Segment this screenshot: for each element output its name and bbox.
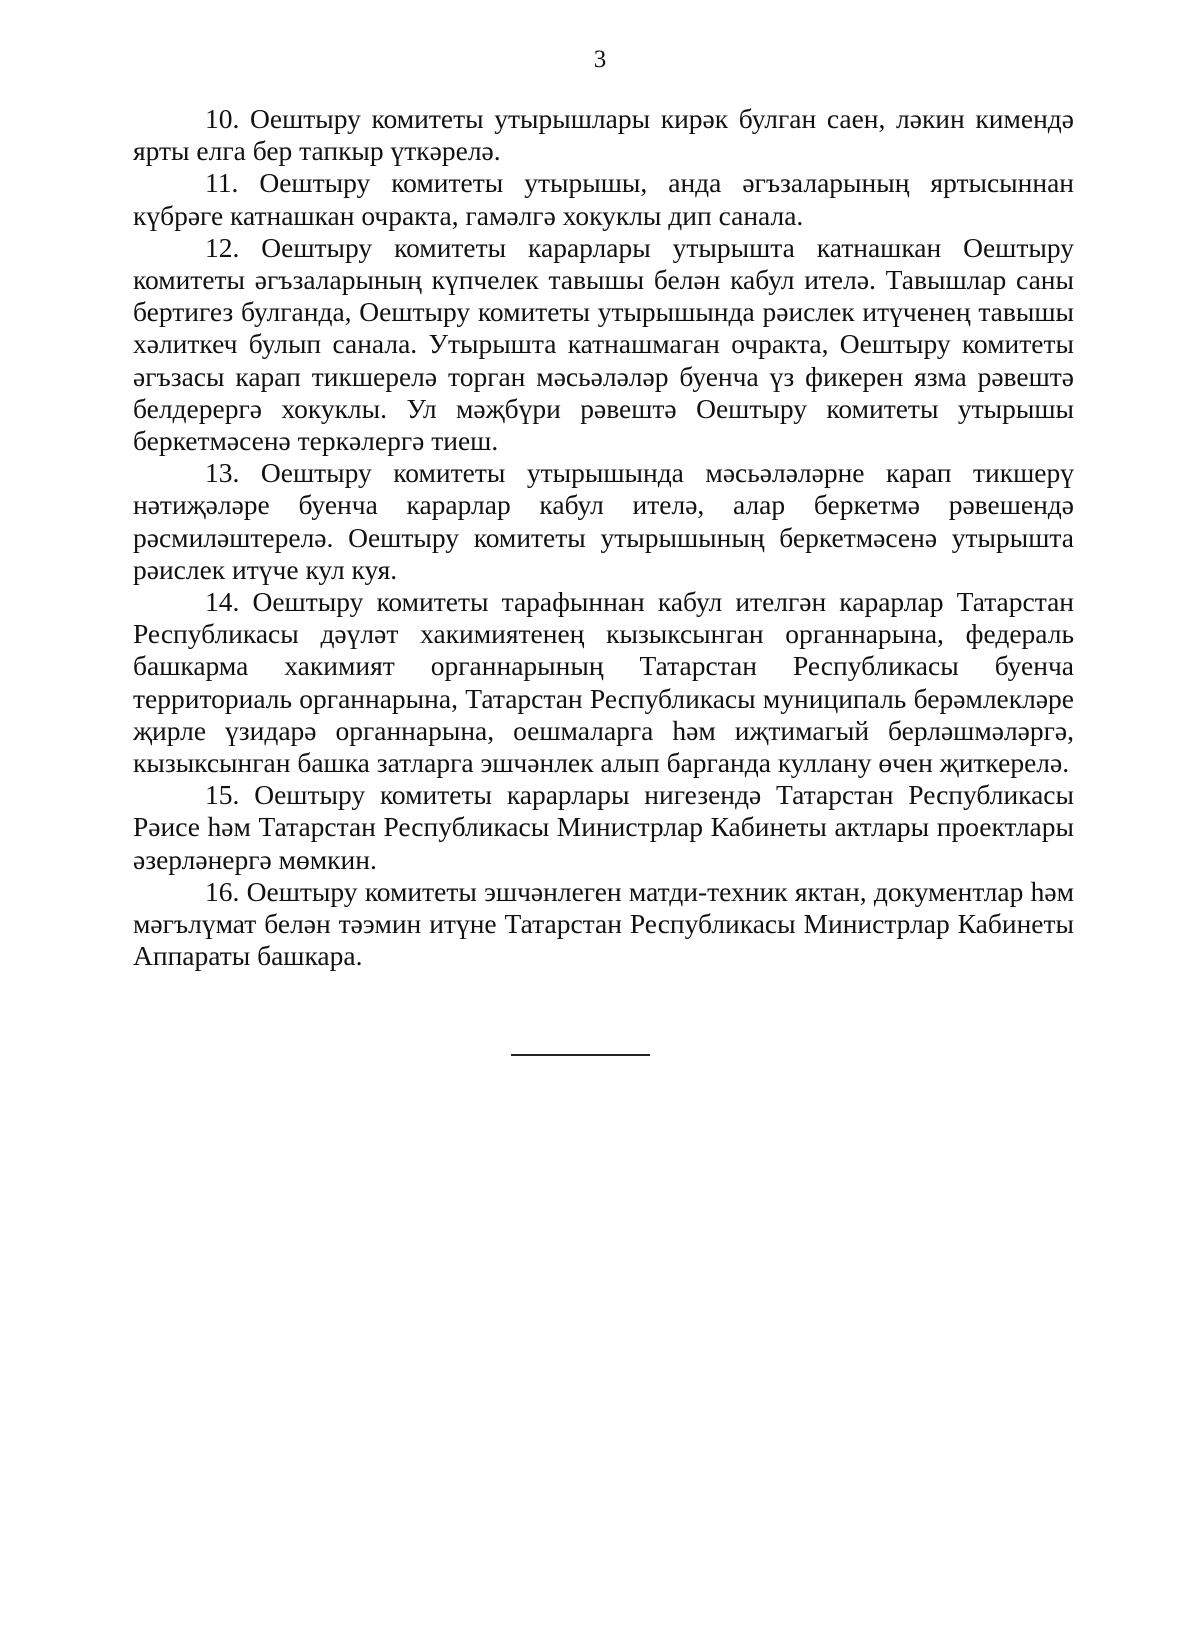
end-divider-line bbox=[511, 1054, 650, 1056]
paragraph-11: 11. Оештыру комитеты утырышы, анда әгъзаларының яртысыннан күбрәге катнашкан очракта, гамәлгә хокуклы дип санала. bbox=[133, 167, 1074, 231]
paragraph-10: 10. Оештыру комитеты утырышлары кирәк булган саен, ләкин кимендә ярты елга бер тапкыр үткәрелә. bbox=[133, 103, 1074, 167]
paragraph-15: 15. Оештыру комитеты карарлары нигезендә Татарстан Республикасы Рәисе һәм Татарстан Республикасы Министрлар Кабинеты актлары проектлары әзерләнергә мөмкин. bbox=[133, 779, 1074, 875]
paragraph-12: 12. Оештыру комитеты карарлары утырышта катнашкан Оештыру комитеты әгъзаларының күпчелек тавышы белән кабул ителә. Тавышлар саны бертигез булганда, Оештыру комитеты утырышында рәислек итүченең тавышы хәлиткеч булып санала. Утырышта катнашмаган очракта, Оештыру комитеты әгъзасы карап тикшерелә торган мәсьәләләр буенча үз фикерен язма рәвештә белдерергә хокуклы. Ул мәҗбүри рәвештә Оештыру комитеты утырышы беркетмәсенә теркәлергә тиеш. bbox=[133, 231, 1074, 457]
paragraph-16: 16. Оештыру комитеты эшчәнлеген матди-техник яктан, документлар һәм мәгълүмат белән тәэмин итүне Татарстан Республикасы Министрлар Кабинеты Аппараты башкара. bbox=[133, 875, 1074, 972]
paragraph-14: 14. Оештыру комитеты тарафыннан кабул ителгән карарлар Татарстан Республикасы дәүләт хакимиятенең кызыксынган органнарына, федераль башкарма хакимият органнарының Татарстан Республикасы буенча территориаль органнарына, Татарстан Республикасы муниципаль берәмлекләре җирле үзидарә органнарына, оешмаларга һәм иҗтимагый берләшмәләргә, кызыксынган башка затларга эшчәнлек алып барганда куллану өчен җиткерелә. bbox=[133, 586, 1074, 779]
page-number: 3 bbox=[593, 46, 607, 73]
paragraph-13: 13. Оештыру комитеты утырышында мәсьәләләрне карап тикшерү нәтиҗәләре буенча карарлар кабул ителә, алар беркетмә рәвешендә рәсмиләштерелә. Оештыру комитеты утырышының беркетмәсенә утырышта рәислек итүче кул куя. bbox=[133, 457, 1074, 585]
document-body bbox=[133, 103, 1074, 972]
